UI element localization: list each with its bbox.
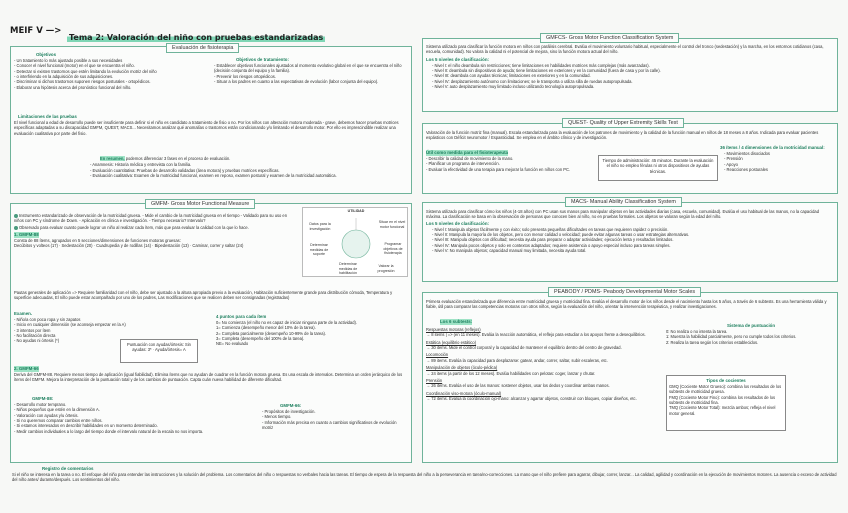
quest-uso-list bbox=[426, 156, 596, 172]
objetivos-label: Objetivos bbox=[36, 52, 57, 57]
puntos-list bbox=[216, 320, 408, 347]
diagram-node: Determinar medidas de soporte bbox=[309, 243, 329, 257]
list-item: - Propósitos de investigación. bbox=[262, 409, 408, 414]
gmfm66-text: Deriva del GMFM-88. Requiere menos tiempo de aplicación (igual fiabilidad). Elimina ítems que no ayudan de cuadrar en la función motora gruesa. Es una escala de intervalos. Determina un orden jerárquico de los ítems del GMFM. Mejora la interpretación de la puntuación total y de los cambios de puntuación. Capta cuán nueva habilidad de diferente dificultad. bbox=[14, 371, 403, 383]
list-item: 2: Realiza la tarea según los criterios establecidos. bbox=[666, 339, 759, 345]
list-item: - No ayudas ni órtesis (*) bbox=[14, 338, 134, 343]
resumen-label: En resumen, bbox=[100, 156, 125, 161]
list-item: - Nivel V: auto desplazamiento muy limitado incluso utilizando tecnología autopropulsada. bbox=[432, 84, 834, 89]
list-item: 2= Completa parcialmente (desempeño 10-99% de la tarea). bbox=[216, 330, 327, 336]
list-item: - Inicio en cualquier dimensión (se aconseja empezar en la A) bbox=[14, 322, 134, 327]
list-item: - Nivel II: Manipula la mayoría de los objetos, pero con menor calidad o velocidad; puede evitar algunas tareas o usar estrategias alternativas. bbox=[432, 232, 834, 237]
page-title: Tema 2: Valoración del niño con pruebas estandarizadas bbox=[69, 33, 324, 42]
list-item: - Elaborar una hipótesis acerca del pronóstico funcional del niño. bbox=[14, 85, 224, 90]
c88-list bbox=[14, 402, 250, 434]
gmfm88-dimensions: Decúbitos y volteos (17) · Sedestación (20) · Cuadrupedia y de rodillas (14) · Bipedestación (13) · Caminar, correr y saltar (24) bbox=[14, 243, 244, 249]
subtest-desc: → 8 items | => (en 11 meses). Evalúa la reacción automática, el reflejo para estudiar a los apoyos frente a desequilibrios. bbox=[426, 332, 646, 338]
peabody-text: Primera evaluación estandarizada que diferencia entre motricidad gruesa y motricidad fina. Evalúa el desarrollo motor de los niños desde el nacimiento hasta los 5 años, a través de 6 subtests. Es una herramienta válida y fiable, útil para comparar las competencias motoras con otros niños, según la evaluación del niño, orientar la intervención terapéutica, y realizar investigaciones. bbox=[426, 299, 827, 310]
list-item: - Evaluación cuantitativa: Pruebas de desarrollo validadas (área motora) y pruebas motrices específicas. bbox=[90, 168, 400, 173]
list-item: - Anamnesis: Historia médica y entrevista con la familia. bbox=[90, 162, 400, 167]
subtest-name: Respuestas motoras (reflejos) bbox=[426, 326, 481, 332]
list-item: - Evaluación cualitativa: Examen de la motricidad funcional, examen en reposo, examen postural y examen de la motricidad automática. bbox=[90, 173, 400, 178]
list-item: - Si estamos interesados en describir habilidades en un momento determinado. bbox=[14, 423, 250, 428]
peabody-title: PEABODY / PDMS- Peabody Developmental Motor Scales bbox=[548, 287, 701, 297]
list-item: - Nivel III: deambula con ayudas técnicas; limitaciones en exteriores y en la comunidad. bbox=[432, 73, 834, 78]
examen-list bbox=[14, 317, 134, 344]
diagram-center: UTILIDAD bbox=[347, 209, 365, 213]
gmfm88-label: 1. GMFM-88 bbox=[14, 232, 39, 238]
quest-dim-label: 36 ítems / 4 dimensiones de la motricidad manual: bbox=[720, 145, 825, 150]
subtest-desc: → 26 items. Evalúa el uso de las manos: sostener objetos, usar los dedos y coordinar ambas manos. bbox=[426, 383, 610, 389]
quest-title: QUEST- Quality of Upper Extremity Skills Test bbox=[562, 118, 684, 128]
list-item: - Discriminar si dichos trastornos suponen riesgos posturales - ortopédicos. bbox=[14, 79, 224, 84]
objetivos-tratamiento-list bbox=[214, 63, 410, 85]
list-item: - No facilitación directa bbox=[14, 333, 134, 338]
gmfm-observado: Observado para evaluar cuanto puede lograr un niño al realizar cada ítem, más que para evaluar la calidad con la que lo hace. bbox=[19, 224, 249, 230]
gmfm-intro: Instrumento estandarizado de observación de la motricidad gruesa. - Mide el cambio de la motricidad gruesa en el tiempo - Validado para su uso en niños con PC y síndrome de Down. - Aplicación en clínica e investigación. - Tiempo necesario? Intervalo? bbox=[14, 213, 287, 224]
objetivos-tratamiento-label: Objetivos de tratamiento: bbox=[236, 57, 289, 62]
list-item: - Detectar si existen trastornos que estén limitando la evolución motriz del niño bbox=[14, 69, 224, 74]
limitaciones-text: El nivel funcional a edad de desarrollo puede ser insuficiente para definir si el niño es candidato a tratamiento de fisio o no. Por los niños con alteración motora moderada - grave, debemos hacer pruebas motrices específicas adaptadas a su discapacidad GMFM, QUEST, MACS... Necesitamos analizar qué anomalías o trastornos están condicionando y/o limitando el desarrollo motor. Por ello es imprescindible realizar una evaluación cualitativa por parte del fisio. bbox=[14, 119, 399, 136]
list-item: GMQ (Cociente Motor Grueso): combina los resultados de los subtests de motricidad gruesa. bbox=[669, 383, 782, 395]
cocientes-box bbox=[666, 375, 786, 431]
puntuacion-box: Puntuación con ayudas/órtesis: Sin ayudas: 3* · Ayuda/órtesis= A bbox=[120, 339, 198, 363]
list-item: - 3 intentos por ítem bbox=[14, 328, 134, 333]
list-item: - Nivel IV: Manipula pocos objetos y solo en contextos adaptados; requiere asistencia o apoyo especial incluso para tareas simples. bbox=[432, 243, 834, 248]
list-item: 1= Comienza (desempeño menor del 10% de la tarea). bbox=[216, 325, 316, 331]
list-item: - Menos tiempo. bbox=[262, 414, 408, 419]
quest-uso-label: Útil como medida para el fisioterapeuta bbox=[426, 150, 508, 155]
list-item: - Valoración con ayudas y/u órtesis. bbox=[14, 413, 250, 418]
list-item: - Nivel I: el niño deambula sin restricciones; tiene limitaciones en habilidades motrices más complejas (más avanzadas). bbox=[432, 63, 834, 68]
subtest-desc: → 24 items (a partir de los 12 meses). Evalúa habilidades con pelotas: coger, lanzar y chutar. bbox=[426, 370, 596, 376]
subtests-label: Los 6 subtests: bbox=[440, 319, 473, 324]
macs-niveles-label: Los 5 niveles de clasificación: bbox=[426, 220, 489, 226]
list-item: - Prensión bbox=[724, 156, 836, 161]
list-item: - Prevenir los riesgos ortopédicos. bbox=[214, 74, 410, 79]
gmfcs-text: Sistema utilizado para clasificar la función motora en niños con parálisis cerebral. Evalúa el movimiento voluntario habitual, especialmente el control del tronco (sedestación) y la marcha, en los entornos cotidianos (casa, escuela, comunidad). No valora la calidad ni el potencial de mejora, sino la función motora actual del niño. bbox=[426, 44, 824, 55]
list-item: - Conocer el nivel funcional (motor) en el que se encuentra el niño. bbox=[14, 63, 224, 68]
gmfcs-title: GMFCS- Gross Motor Function Classification System bbox=[540, 33, 679, 43]
subtest-name: Locomoción bbox=[426, 352, 449, 358]
subtest-desc: → 72 items. Evalúa la coordinación ojo-mano: alcanzar y agarrar objetos, construir con bloques, copiar diseños, etc. bbox=[426, 396, 637, 402]
list-item: - Medir cambios individuales a lo largo del tiempo donde el intervalo natural de la escala no nos importa. bbox=[14, 429, 250, 434]
list-item: 0: No realiza o no intenta la tarea. bbox=[666, 328, 728, 334]
list-item: - Nivel II: deambula sin dispositivos de ayuda; tiene limitaciones en exteriores y en la comunidad (fuera de casa y por la calle). bbox=[432, 68, 834, 73]
objetivos-list bbox=[14, 58, 224, 90]
pin-icon bbox=[14, 226, 18, 230]
list-item: 1: Muestra la habilidad parcialmente, pero no cumple todos los criterios. bbox=[666, 334, 797, 340]
list-item: - Planificar un programa de intervención. bbox=[426, 161, 596, 166]
gmfcs-niveles-list bbox=[426, 63, 834, 90]
utilidad-diagram bbox=[302, 207, 408, 277]
diagram-node: Valorar la progresión bbox=[377, 264, 395, 273]
list-item: - Apoyo bbox=[724, 162, 836, 167]
list-item: - Movimientos disociados bbox=[724, 151, 836, 156]
pin-icon bbox=[14, 214, 18, 218]
pautas-text: Pautas generales de aplicación => Requiere familiaridad con el niño, debe ser ajustado a la altura apropiada previo a la evaluación, Habitación suficientemente grande para distribución cómoda, Temperatura y superficie adecuadas, El niño puede estar acompañado por uno de los padres, Las modificaciones que se realicen deben ser consignadas (registradas) bbox=[14, 290, 393, 301]
puntuacion-label: Sistema de puntuación bbox=[726, 323, 776, 328]
quest-tiempo-box: Tiempo de administración: 45 minutos. Durante la evaluación el niño no empleo férulas ni otros dispositivos de ayudas técnicas. bbox=[598, 155, 718, 181]
macs-niveles-list bbox=[426, 227, 834, 254]
fisio-title: Evaluación de fisioterapia bbox=[166, 43, 239, 53]
diagram-node: Determinar medidas de habilitación bbox=[338, 262, 358, 276]
list-item: - Niño/a con poca ropa y sin zapatos bbox=[14, 317, 134, 322]
c88-label: GMFM-88: bbox=[32, 396, 54, 401]
list-item: - Nivel V: No manipula objetos; capacidad manual muy limitada, necesita ayuda total. bbox=[432, 248, 834, 253]
list-item: 3= Completa (desempeño del 100% de la tarea). bbox=[216, 335, 305, 341]
list-item: - Reacciones posturales bbox=[724, 167, 836, 172]
list-item: - Desarrollo motor temprano. bbox=[14, 402, 250, 407]
registro-label: Registro de comentarios bbox=[42, 466, 94, 471]
diagram-node: Situar en el nivel motor funcional bbox=[378, 220, 406, 229]
list-item: - Nivel IV: desplazamiento autónomo con limitaciones; se le transporta o utiliza silla de ruedas autopropulsada. bbox=[432, 79, 834, 84]
gmfm88-text: Consta de 88 ítems, agrupados en 5 secciones/dimensiones de funciones motoras gruesas: bbox=[14, 237, 181, 243]
c66-label: GMFM-66: bbox=[280, 403, 302, 408]
registro-text: Si el niño se interesa en la tarea o no. El enfoque del niño para entender las instrucciones y la solución del problema. Los comentarios del niño o respuestas no verbales hacia las tareas. El tiempo de espera de la respuesta del niño a la perseverancia en tarea/no-correcciones. La mano que el niño prefiere para agarrar, dibujar, correr, lanzar... La calidad, agilidad y coordinación en la ejecución de movimientos motores. La ausencia o exceso de actividad del niño antes/ durante/después. Los sentimientos del niño. bbox=[12, 471, 837, 483]
gmfm-title: GMFM- Gross Motor Functional Measure bbox=[145, 199, 255, 209]
subtest-name: Prensión bbox=[426, 377, 443, 383]
c66-list bbox=[262, 409, 408, 431]
macs-text: Sistema utilizado para clasificar cómo los niños (4-18 años) con PC usan sus manos para manipular objetos en las actividades diarias (casa, escuela, comunidad). Evalúa el uso habitual de las manos, no la capacidad máxima. La clasificación se basa en la observación de personas que conocen bien al niño, no en pruebas formales. Los objetos se valoran según la edad del niño. bbox=[426, 209, 819, 220]
puntos-label: 4 puntos para cada ítem bbox=[216, 314, 267, 319]
course-label: MEIF V —> bbox=[10, 26, 62, 36]
resumen-text: podemos diferenciar 3 fases en el proceso de evaluación. bbox=[125, 156, 231, 161]
list-item: - Información más precisa en cuanto a cambios significativos de evolución motriz bbox=[262, 420, 408, 431]
cocientes-list bbox=[669, 384, 783, 416]
gmfcs-niveles-label: Los 5 niveles de clasificación: bbox=[426, 56, 489, 62]
list-item: - Describir la calidad de movimiento de la mano. bbox=[426, 156, 596, 161]
list-item: - Establecer objetivos funcionales ajustados al momento evolutivo global en el que se encuentra el niño (decisión conjunta del equipo y la familia). bbox=[214, 63, 410, 74]
list-item: 0= No comienza (el niño no es capaz de iniciar ninguna parte de la actividad). bbox=[216, 319, 357, 325]
quest-text: Valoración de la función motriz fina (manual). Escala estandarizada para la evaluación de los patrones de movimiento y la calidad de la función manual en niños de 18 meses a 8 años. Indicada para evaluar pacientes espásticos con Déficit neuromotor / Espasticidad. Se emplea en el ámbito clínico y de investigación. bbox=[426, 130, 819, 141]
list-item: - Un tratamiento lo más ajustado posible a sus necesidades bbox=[14, 58, 224, 63]
gmfm66-label: 2. GMFM-66 bbox=[14, 366, 39, 371]
limitaciones-label: Limitaciones de las pruebas bbox=[18, 114, 77, 119]
subtest-desc: → 89 items. Evalúa la capacidad para desplazarse: gatear, andar, correr, saltar, subir escaleras, etc. bbox=[426, 357, 608, 363]
quest-dims-list bbox=[720, 151, 836, 173]
list-item: NE= No evaluado bbox=[216, 341, 249, 347]
examen-label: Examen. bbox=[14, 311, 33, 316]
puntuacion-list bbox=[666, 329, 836, 345]
diagram-node: Programar objetivos de fisioterapia bbox=[383, 242, 403, 256]
list-item: - Nivel I: Manipula objetos fácilmente y con éxito; solo presenta pequeñas dificultades en tareas que requieren rapidez o precisión. bbox=[432, 227, 834, 232]
list-item: - Situar a los padres en cuanto a las expectativas de evolución (labor conjunta del equipo). bbox=[214, 79, 410, 84]
list-item: TMQ (Cociente Motor Total): mezcla ambos; refleja el nivel motor general. bbox=[669, 405, 776, 416]
macs-title: MACS- Manual Ability Classification System bbox=[565, 197, 682, 207]
subtest-desc: → 30 items. Mide el control corporal y la capacidad de mantener el equilibrio dentro del centro de gravedad. bbox=[426, 344, 622, 350]
list-item: - Nivel III: Manipula objetos con dificultad; necesita ayuda para preparar o adaptar actividades; ejecución lenta y resultados limitados. bbox=[432, 237, 834, 242]
list-item: - Niños pequeños que estén en la dimensión A. bbox=[14, 407, 250, 412]
list-item: FMQ (Cociente Motor Fino): combina los resultados de los subtests de motricidad fina. bbox=[669, 394, 776, 405]
subtest-name: Manipulación de objetos (óculo-pédica) bbox=[426, 365, 498, 371]
list-item: - o interfiriendo en la adquisición de sus adquisiciones. bbox=[14, 74, 224, 79]
cocientes-label: Tipos de cocientes bbox=[706, 378, 746, 383]
subtest-name: Coordinación viso-motora (óculo-manual) bbox=[426, 390, 502, 396]
subtest-name: Estática (equilibrio estático) bbox=[426, 339, 477, 345]
list-item: - Si no queremos comparar cambios entre niños. bbox=[14, 418, 250, 423]
list-item: - Evaluar la efectividad de una terapia para mejorar la función en niños con PC. bbox=[426, 167, 596, 172]
diagram-node: Datos para la investigación bbox=[309, 222, 331, 231]
fases-list bbox=[90, 162, 400, 178]
subtests-list bbox=[426, 327, 662, 402]
